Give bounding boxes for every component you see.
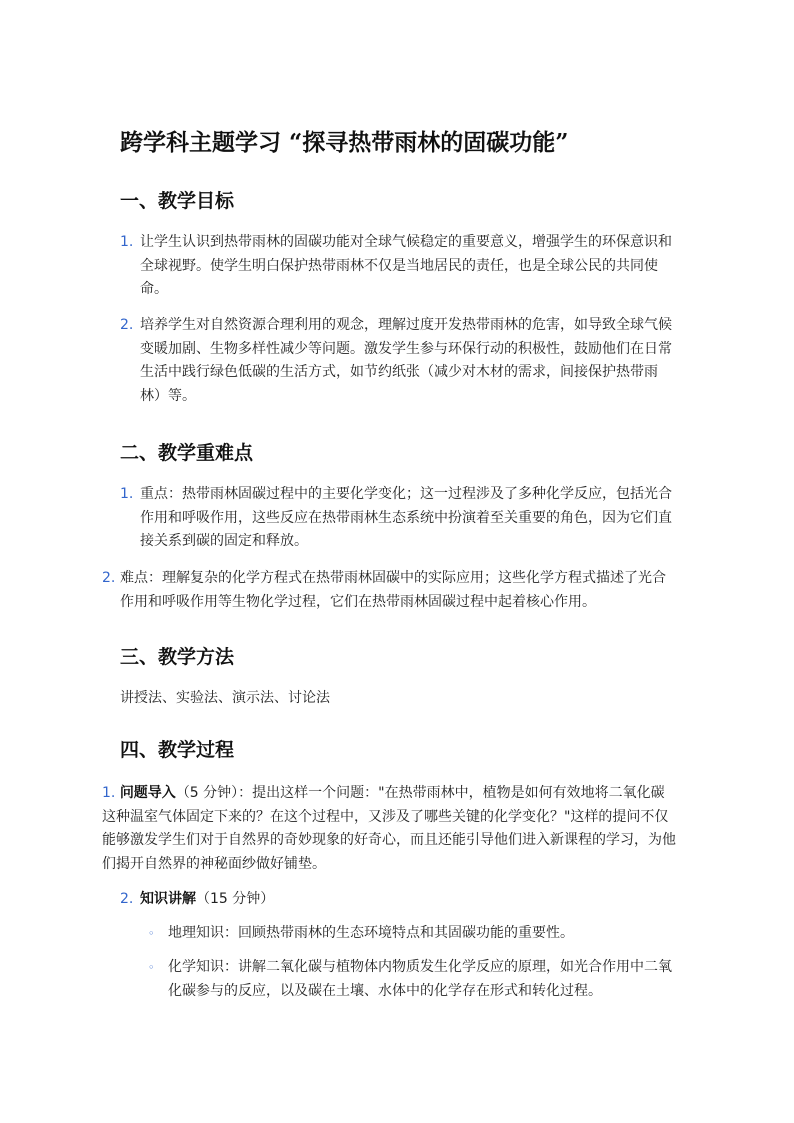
list-item bbox=[120, 888, 674, 912]
list-item-text: 让学生认识到热带雨林的固碳功能对全球气候稳定的重要意义，增强学生的环保意识和全球视野。使学生明白保护热带雨林不仅是当地居民的责任，也是全球公民的共同使命。 bbox=[140, 234, 672, 297]
list-item-text: 培养学生对自然资源合理利用的观念，理解过度开发热带雨林的危害，如导致全球气候变暖加剧、生物多样性减少等问题。激发学生参与环保行动的积极性，鼓励他们在日常生活中践行绿色低碳的生活方式，如节约纸张（减少对木材的需求，间接保护热带雨林）等。 bbox=[140, 317, 672, 404]
step-text: ：提出这样一个问题："在热带雨林中，植物是如何有效地将二氧化碳这种温室气体固定下来的？在这个过程中，又涉及了哪些关键的化学变化？"这样的提问不仅能够激发学生们对于自然界的奇妙现象的好奇心，而且还能引导他们进入新课程的学习，为他们揭开自然界的神秘面纱做好铺垫。 bbox=[102, 785, 676, 872]
section-heading-process: 四、教学过程 bbox=[120, 739, 235, 761]
list-item-text: 难点：理解复杂的化学方程式在热带雨林固碳中的实际应用；这些化学方程式描述了光合作用和呼吸作用等生物化学过程，它们在热带雨林固碳过程中起着核心作用。 bbox=[120, 570, 666, 610]
step-duration: （15 分钟） bbox=[196, 891, 275, 907]
list-item-text bbox=[102, 782, 676, 876]
list-item bbox=[120, 483, 674, 554]
step-label: 问题导入 bbox=[119, 785, 176, 801]
document-title: 跨学科主题学习 “探寻热带雨林的固碳功能” bbox=[120, 129, 569, 156]
sub-list-item-text: 化学知识：讲解二氧化碳与植物体内物质发生化学反应的原理，如光合作用中二氧化碳参与的反应，以及碳在土壤、水体中的化学存在形式和转化过程。 bbox=[168, 959, 672, 999]
list-item bbox=[120, 231, 674, 302]
list-number: 2. bbox=[120, 891, 134, 907]
section-heading-keypoints: 二、教学重难点 bbox=[120, 442, 254, 464]
step-label: 知识讲解 bbox=[140, 891, 196, 907]
list-item bbox=[120, 314, 674, 408]
list-number: 1. bbox=[120, 234, 134, 250]
bullet-icon: ◦ bbox=[148, 961, 155, 974]
list-item-text: 重点：热带雨林固碳过程中的主要化学变化；这一过程涉及了多种化学反应，包括光合作用和呼吸作用，这些反应在热带雨林生态系统中扮演着至关重要的角色，因为它们直接关系到碳的固定和释放。 bbox=[140, 486, 672, 549]
sub-list-item bbox=[148, 922, 674, 946]
methods-text: 讲授法、实验法、演示法、讨论法 bbox=[120, 690, 330, 706]
list-number: 1. bbox=[102, 785, 116, 801]
list-number: 2. bbox=[120, 317, 134, 333]
step-duration: （5 分钟） bbox=[175, 785, 239, 801]
list-item bbox=[102, 782, 676, 876]
bullet-icon: ◦ bbox=[148, 927, 155, 940]
section-heading-goals: 一、教学目标 bbox=[120, 190, 235, 212]
sub-list-item bbox=[148, 956, 674, 1003]
sub-list-item-text: 地理知识：回顾热带雨林的生态环境特点和其固碳功能的重要性。 bbox=[168, 925, 574, 941]
list-item bbox=[102, 567, 674, 614]
section-heading-methods: 三、教学方法 bbox=[120, 646, 235, 668]
list-number: 2. bbox=[102, 570, 116, 586]
list-number: 1. bbox=[120, 486, 134, 502]
